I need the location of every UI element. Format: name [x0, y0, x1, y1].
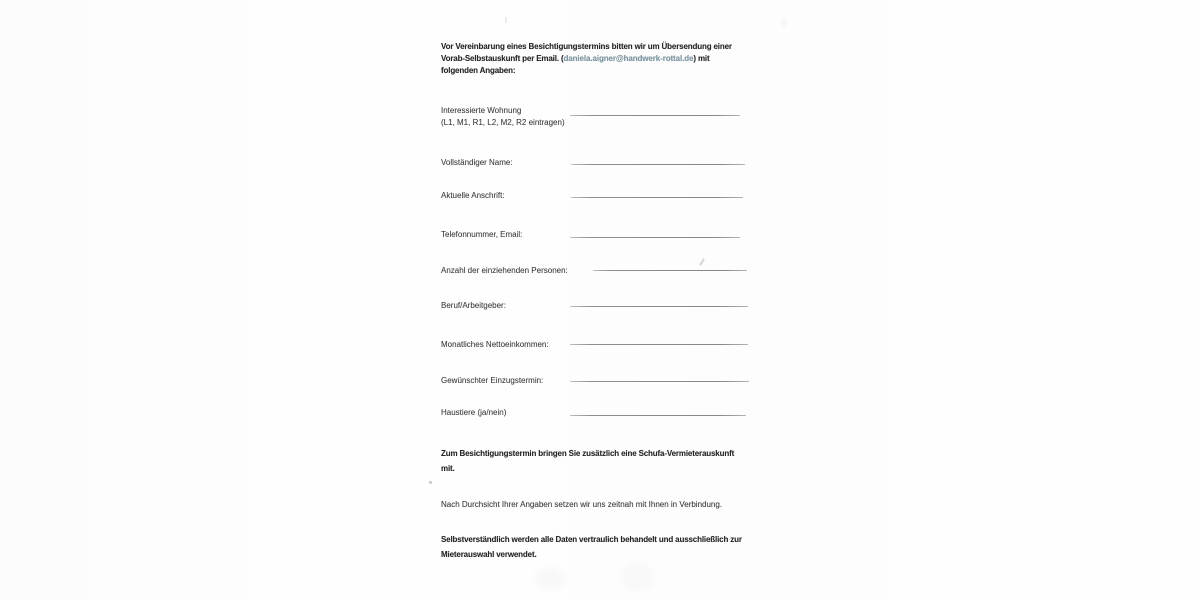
- email-link[interactable]: daniela.aigner@handwerk-rottal.de: [563, 54, 694, 63]
- scan-artifact-speck: [505, 17, 507, 23]
- intro-line-2-pre: Vorab-Selbstauskunft per Email. (: [441, 54, 564, 63]
- schufa-note: [441, 446, 734, 476]
- field-line-einzugstermin[interactable]: [570, 381, 749, 382]
- followup-note: Nach Durchsicht Ihrer Angaben setzen wir uns zeitnah mit Ihnen in Verbindung.: [441, 500, 723, 509]
- field-line-interessierte-wohnung[interactable]: [570, 115, 740, 116]
- field-label-haustiere: Haustiere (ja/nein): [441, 408, 507, 417]
- intro-line-1: Vor Vereinbarung eines Besichtigungstermins bitten wir um Übersendung einer: [441, 42, 732, 51]
- intro-line-2: [441, 53, 732, 65]
- intro-line-2-post: ) mit: [693, 54, 710, 63]
- field-label-telefon-email: Telefonnummer, Email:: [441, 230, 523, 239]
- privacy-note-line-2: Mieterauswahl verwendet.: [441, 550, 537, 559]
- field-line-telefon-email[interactable]: [570, 237, 740, 238]
- field-line-haustiere[interactable]: [570, 415, 746, 416]
- field-label-nettoeinkommen: Monatliches Nettoeinkommen:: [441, 340, 549, 349]
- field-sublabel-text: (L1, M1, R1, L2, M2, R2 eintragen): [441, 118, 565, 127]
- privacy-note-line-1: Selbstverständlich werden alle Daten vertraulich behandelt und ausschließlich zur: [441, 535, 742, 544]
- field-label-anschrift: Aktuelle Anschrift:: [441, 191, 505, 200]
- field-label-personen: Anzahl der einziehenden Personen:: [441, 266, 568, 275]
- field-line-beruf[interactable]: [570, 306, 748, 307]
- field-label-beruf: Beruf/Arbeitgeber:: [441, 301, 506, 310]
- field-line-personen[interactable]: [593, 270, 747, 271]
- scan-artifact-speck: [781, 19, 787, 27]
- field-label-text: Interessierte Wohnung: [441, 106, 522, 115]
- scan-artifact-smudge: [535, 568, 565, 590]
- scan-artifact-smudge: [620, 562, 654, 592]
- field-line-name[interactable]: [571, 164, 745, 165]
- scan-artifact-dot: [429, 481, 432, 484]
- field-line-anschrift[interactable]: [571, 197, 743, 198]
- privacy-note: [441, 532, 742, 562]
- schufa-note-line-1: Zum Besichtigungstermin bringen Sie zusätzlich eine Schufa-Vermieterauskunft: [441, 449, 735, 458]
- schufa-note-line-2: mit.: [441, 464, 455, 473]
- intro-line-3: folgenden Angaben:: [441, 66, 516, 75]
- field-label-name: Vollständiger Name:: [441, 158, 513, 167]
- field-label-einzugstermin: Gewünschter Einzugstermin:: [441, 376, 544, 385]
- field-line-nettoeinkommen[interactable]: [570, 344, 748, 345]
- field-label-interessierte-wohnung: [441, 105, 565, 129]
- scan-artifact-tick: [699, 258, 705, 266]
- intro-paragraph: [441, 41, 732, 77]
